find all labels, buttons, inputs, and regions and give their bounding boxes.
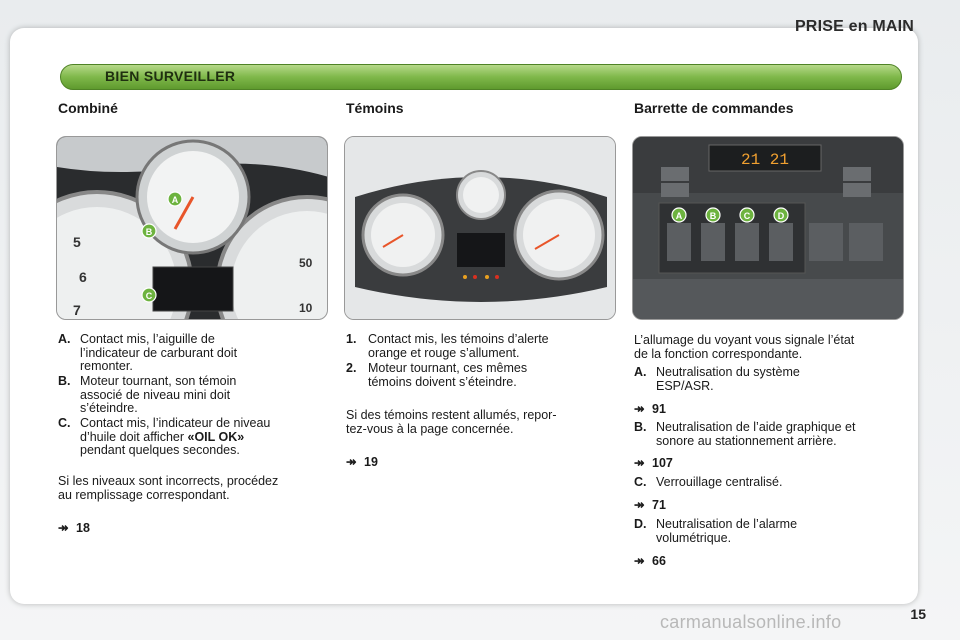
item-text (656, 476, 782, 490)
svg-text:10: 10 (299, 301, 313, 315)
svg-text:50: 50 (299, 256, 313, 270)
item-line: sonore au stationnement arrière. (656, 433, 837, 448)
item-line: ESP/ASR. (656, 378, 714, 393)
item-line: associé de niveau mini doit (80, 387, 231, 402)
temoins-page-ref[interactable] (346, 454, 378, 469)
strip-marker-a-label: A (675, 211, 683, 221)
svg-text:5: 5 (73, 234, 81, 250)
item-line: volumétrique. (656, 530, 732, 545)
item-line: Neutralisation de l’aide graphique et (656, 420, 856, 434)
item-text (656, 366, 800, 393)
strip-marker-b-label: B (709, 211, 717, 221)
item-text (656, 421, 855, 448)
marker-a-label: A (171, 195, 179, 205)
item-text (80, 375, 236, 416)
intro-line: L’allumage du voyant vous signale l’état (634, 333, 855, 347)
item-line: Verrouillage centralisé. (656, 475, 783, 489)
page-ref-number: 71 (652, 498, 666, 512)
item-line: Moteur tournant, son témoin (80, 374, 237, 388)
svg-text:7: 7 (73, 302, 81, 318)
item-line: Contact mis, l’indicateur de niveau (80, 416, 271, 430)
item-text (368, 362, 527, 389)
temoins-note (346, 408, 618, 436)
item-line: orange et rouge s’allument. (368, 345, 520, 360)
barrette-ref-a[interactable] (634, 401, 666, 416)
item-text (368, 333, 549, 360)
item-label: B. (58, 374, 71, 388)
note-line: au remplissage correspondant. (58, 488, 230, 502)
item-label: C. (58, 416, 71, 430)
item-line: Contact mis, les témoins d’alerte (368, 332, 549, 346)
dashboard-image (344, 136, 616, 320)
double-arrow-icon: ↠ (634, 456, 645, 470)
barrette-item-d (634, 518, 906, 546)
double-arrow-icon: ↠ (634, 554, 645, 568)
note-line: Si des témoins restent allumés, repor- (346, 408, 557, 422)
intro-line: de la fonction correspondante. (634, 347, 803, 361)
item-line: l’indicateur de carburant doit (80, 345, 238, 360)
heading-temoins: Témoins (346, 100, 404, 116)
item-text (656, 518, 797, 545)
barrette-item-a (634, 366, 906, 394)
double-arrow-icon: ↠ (346, 455, 357, 469)
item-line: Neutralisation du système (656, 365, 800, 379)
item-line (80, 431, 270, 445)
page-header-title: PRISE en MAIN (794, 18, 914, 35)
item-label: C. (634, 475, 647, 489)
page-ref-number: 66 (652, 554, 666, 568)
strip-marker-d-label: D (777, 211, 785, 221)
strip-marker-c-label: C (743, 211, 751, 221)
item-label: A. (634, 365, 647, 379)
item-text (80, 417, 270, 458)
page-ref-number: 19 (364, 455, 378, 469)
barrette-ref-c[interactable] (634, 497, 666, 512)
note-line: Si les niveaux sont incorrects, procédez (58, 474, 279, 488)
item-line: pendant quelques secondes. (80, 443, 240, 457)
page-number: 15 (910, 606, 926, 622)
item-label: 1. (346, 332, 357, 346)
combine-item-b (58, 375, 328, 417)
page-ref-number: 91 (652, 402, 666, 416)
marker-c-icon (740, 208, 754, 222)
item-line: Moteur tournant, ces mêmes (368, 361, 528, 375)
item-label: D. (634, 517, 647, 531)
control-strip-image (632, 136, 904, 320)
double-arrow-icon: ↠ (634, 498, 645, 512)
oil-ok-text: «OIL OK» (187, 429, 245, 444)
page-ref-number: 107 (652, 456, 673, 470)
section-banner-title: BIEN SURVEILLER (105, 68, 236, 84)
item-line: Neutralisation de l’alarme (656, 517, 798, 531)
marker-b-icon (706, 208, 720, 222)
marker-a-icon (168, 192, 182, 206)
item-line: Contact mis, l’aiguille de (80, 332, 215, 346)
item-line: témoins doivent s’éteindre. (368, 374, 517, 389)
combine-item-c (58, 417, 328, 459)
marker-c-label: C (145, 291, 153, 301)
combine-item-a (58, 333, 328, 375)
climate-display-text: 21 21 (740, 151, 790, 169)
double-arrow-icon: ↠ (634, 402, 645, 416)
item-text (80, 333, 237, 374)
heading-combine: Combiné (58, 100, 118, 116)
item-label: 2. (346, 361, 357, 375)
barrette-ref-b[interactable] (634, 455, 673, 470)
combine-note (58, 474, 330, 502)
page-ref-number: 18 (76, 521, 90, 535)
item-label: A. (58, 332, 71, 346)
watermark: carmanualsonline.info (660, 612, 842, 632)
temoins-item-2 (346, 362, 616, 390)
barrette-item-c (634, 476, 906, 490)
barrette-intro (634, 333, 906, 361)
heading-barrette: Barrette de commandes (634, 100, 794, 116)
temoins-item-1 (346, 333, 616, 361)
note-line: tez-vous à la page concernée. (346, 422, 514, 436)
marker-b-label: B (145, 227, 153, 237)
barrette-item-b (634, 421, 906, 449)
item-line: s’éteindre. (80, 401, 138, 415)
item-line: remonter. (80, 359, 133, 373)
marker-a-icon (672, 208, 686, 222)
svg-text:6: 6 (79, 269, 87, 285)
cluster-closeup-image (56, 136, 328, 320)
barrette-ref-d[interactable] (634, 553, 666, 568)
marker-c-icon (142, 288, 156, 302)
item-line-text: d’huile doit afficher (80, 429, 185, 444)
combine-page-ref[interactable] (58, 520, 90, 535)
double-arrow-icon: ↠ (58, 521, 69, 535)
item-label: B. (634, 420, 647, 434)
marker-d-icon (774, 208, 788, 222)
marker-b-icon (142, 224, 156, 238)
